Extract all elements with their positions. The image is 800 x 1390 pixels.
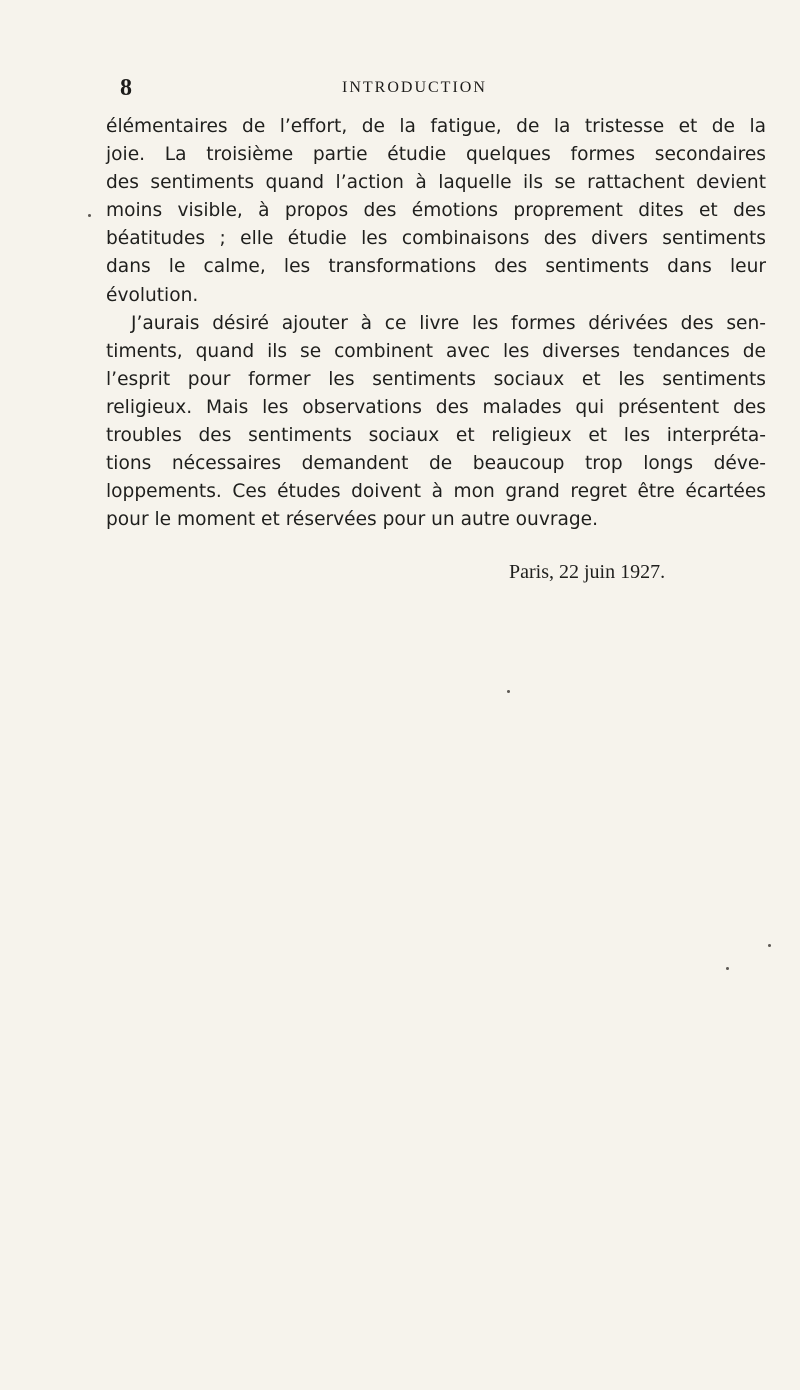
text-line: des sentiments quand l’action à laquelle ils se rattachent devient <box>106 172 766 194</box>
text-line: joie. La troisième partie étudie quelques formes secondaires <box>106 144 766 166</box>
text-line: timents, quand ils se combinent avec les diverses tendances de <box>106 340 766 362</box>
text-line: dans le calme, les transformations des sentiments dans leur <box>106 256 766 278</box>
paper-speck <box>726 967 729 970</box>
body-text <box>106 113 766 534</box>
paper-speck <box>507 690 510 693</box>
date-signature: Paris, 22 juin 1927. <box>509 561 666 583</box>
text-line: J’aurais désiré ajouter à ce livre les formes dérivées des sen- <box>131 312 766 334</box>
running-title: INTRODUCTION <box>342 79 487 96</box>
page-number: 8 <box>120 75 132 101</box>
text-line: religieux. Mais les observations des malades qui présentent des <box>106 396 766 418</box>
text-line: l’esprit pour former les sentiments sociaux et les sentiments <box>106 368 766 390</box>
text-line: béatitudes ; elle étudie les combinaisons des divers sentiments <box>106 228 766 250</box>
text-line: tions nécessaires demandent de beaucoup trop longs déve- <box>106 453 766 475</box>
text-line: évolution. <box>106 284 199 306</box>
text-line: pour le moment et réservées pour un autre ouvrage. <box>106 509 599 531</box>
text-line: troubles des sentiments sociaux et religieux et les interpréta- <box>106 425 766 447</box>
text-line: moins visible, à propos des émotions proprement dites et des <box>106 200 766 222</box>
page-header <box>120 74 700 102</box>
paper-speck <box>768 944 771 947</box>
text-line: élémentaires de l’effort, de la fatigue, de la tristesse et de la <box>106 116 766 137</box>
text-line: loppements. Ces études doivent à mon grand regret être écartées <box>106 481 766 503</box>
paper-speck <box>88 214 91 217</box>
